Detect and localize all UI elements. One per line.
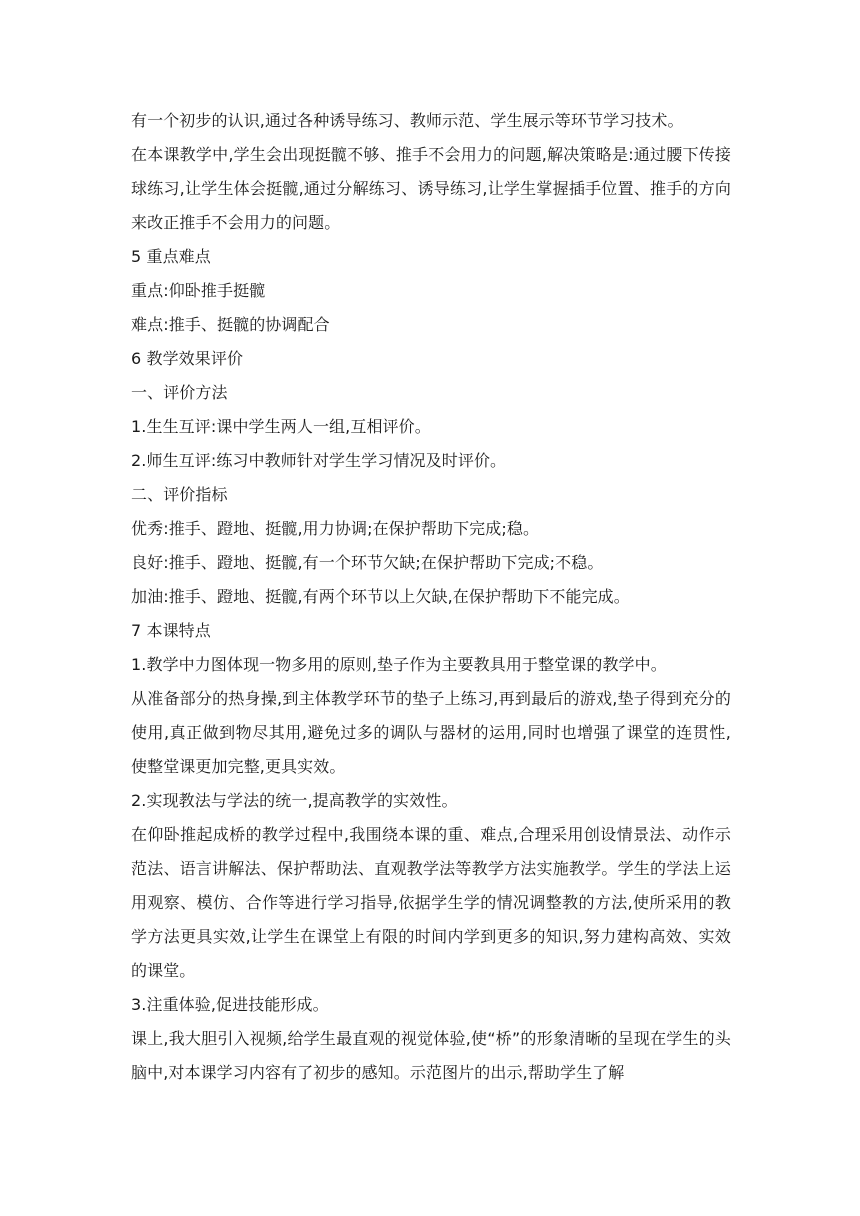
subheading-evaluation-criteria: 二、评价指标: [131, 485, 228, 504]
section-heading-key-difficulties: 5 重点难点: [131, 247, 211, 266]
feature-2-title: 2.实现教法与学法的统一,提高教学的实效性。: [131, 791, 458, 810]
feature-3-title: 3.注重体验,促进技能形成。: [131, 995, 329, 1014]
paragraph-intro-tail: 有一个初步的认识,通过各种诱导练习、教师示范、学生展示等环节学习技术。: [131, 111, 684, 130]
criteria-keep-going: 加油:推手、蹬地、挺髋,有两个环节以上欠缺,在保护帮助下不能完成。: [131, 587, 630, 606]
document-body: [131, 104, 731, 1090]
feature-1-title: 1.教学中力图体现一物多用的原则,垫子作为主要教具用于整堂课的教学中。: [131, 655, 667, 674]
criteria-good: 良好:推手、蹬地、挺髋,有一个环节欠缺;在保护帮助下完成;不稳。: [131, 553, 604, 572]
feature-2-body: 在仰卧推起成桥的教学过程中,我围绕本课的重、难点,合理采用创设情景法、动作示范法、语言讲解法、保护帮助法、直观教学法等教学方法实施教学。学生的学法上运用观察、模仿、合作等进行学习指导,依据学生学的情况调整教的方法,使所采用的教学方法更具实效,让学生在课堂上有限的时间内学到更多的知识,努力建构高效、实效的课堂。: [131, 825, 731, 980]
difficult-point: 难点:推手、挺髋的协调配合: [131, 315, 330, 334]
criteria-excellent: 优秀:推手、蹬地、挺髋,用力协调;在保护帮助下完成;稳。: [131, 519, 540, 538]
evaluation-method-peer: 1.生生互评:课中学生两人一组,互相评价。: [131, 417, 431, 436]
key-point: 重点:仰卧推手挺髋: [131, 281, 266, 300]
section-heading-features: 7 本课特点: [131, 621, 211, 640]
feature-1-body: 从准备部分的热身操,到主体教学环节的垫子上练习,再到最后的游戏,垫子得到充分的使用,真正做到物尽其用,避免过多的调队与器材的运用,同时也增强了课堂的连贯性,使整堂课更加完整,更具实效。: [131, 689, 731, 776]
paragraph-solution-strategy: 在本课教学中,学生会出现挺髋不够、推手不会用力的问题,解决策略是:通过腰下传接球练习,让学生体会挺髋,通过分解练习、诱导练习,让学生掌握插手位置、推手的方向来改正推手不会用力的问题。: [131, 145, 731, 232]
section-heading-evaluation: 6 教学效果评价: [131, 349, 244, 368]
evaluation-method-teacher: 2.师生互评:练习中教师针对学生学习情况及时评价。: [131, 451, 507, 470]
subheading-evaluation-method: 一、评价方法: [131, 383, 228, 402]
feature-3-body: 课上,我大胆引入视频,给学生最直观的视觉体验,使“桥”的形象清晰的呈现在学生的头脑中,对本课学习内容有了初步的感知。示范图片的出示,帮助学生了解: [131, 1029, 731, 1082]
